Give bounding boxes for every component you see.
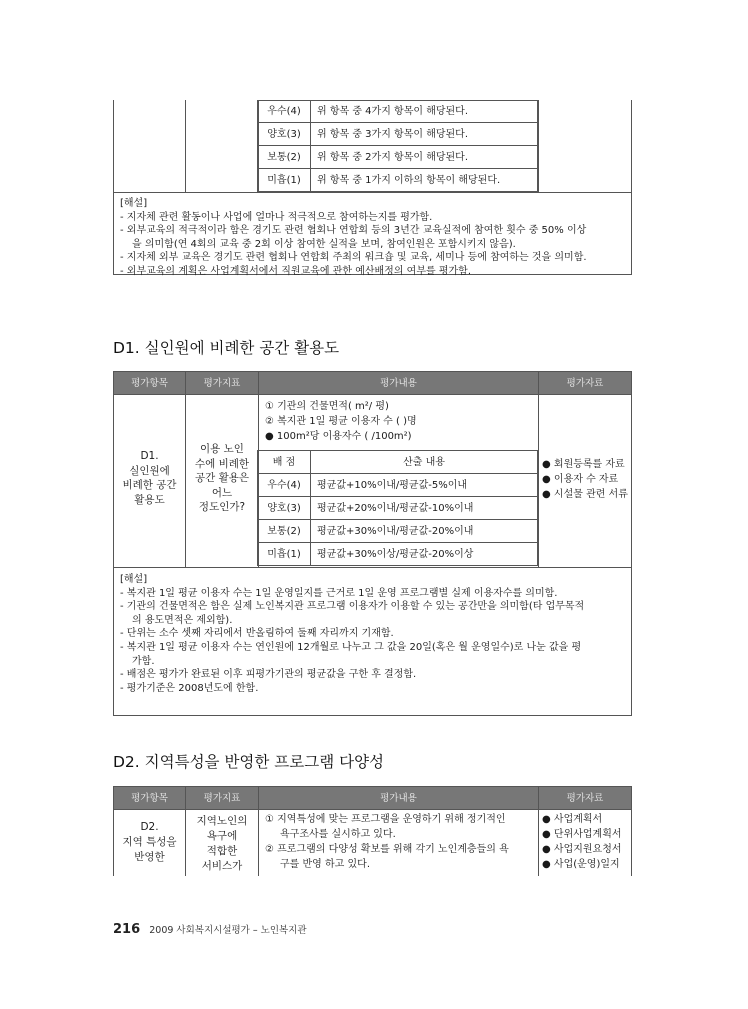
commentary-line: - 단위는 소수 셋째 자리에서 반올림하여 둘째 자리까지 기재함. <box>120 628 394 640</box>
grade-desc-cell: 위 항목 중 4가지 항목이 해당된다. <box>311 101 538 123</box>
table-row <box>258 543 538 566</box>
d1-indicator-cell <box>186 442 258 515</box>
commentary-line: - 외부교육의 계획은 사업계획서에서 직원교육에 관한 예산배정의 여부를 평가함. <box>120 265 471 277</box>
grade-desc-cell: 평균값+10%이내/평균값-5%이내 <box>311 474 538 497</box>
material-item: ● 이용자 수 자료 <box>542 474 619 485</box>
header-cell-material: 평가자료 <box>539 372 632 395</box>
d1-header-row <box>113 371 632 395</box>
d1-content-lines <box>265 399 417 444</box>
header-cell-indicator: 평가지표 <box>186 372 259 395</box>
commentary-line: - 지자체 외부 교육은 경기도 관련 협회나 연합회 주최의 워크숍 및 교육, 세미나 등에 참여하는 것을 의미함. <box>120 252 587 264</box>
item-code: D1. <box>140 450 159 462</box>
commentary-heading: [해설] <box>120 198 148 209</box>
indicator-line: 어느 <box>211 486 233 499</box>
content-line: ① 지역특성에 맞는 프로그램을 운영하기 위해 정기적인 <box>265 814 506 825</box>
section-title-d2: D2. 지역특성을 반영한 프로그램 다양성 <box>113 753 385 771</box>
header-cell-indicator: 평가지표 <box>186 787 259 810</box>
grade-desc-cell: 평균값+30%이상/평균값-20%이상 <box>311 543 538 566</box>
d1-commentary-box <box>113 567 632 716</box>
d2-header-row <box>113 786 632 810</box>
content-line: ● 100m²당 이용자수 ( /100m²) <box>265 431 412 442</box>
top-commentary-box <box>113 192 632 275</box>
material-item: ● 사업(운영)일지 <box>542 859 620 870</box>
top-col-divider-3 <box>538 100 539 192</box>
item-name-line: 활용도 <box>134 493 165 506</box>
commentary-line: - 평가기준은 2008년도에 한함. <box>120 682 259 694</box>
material-item: ● 사업지원요청서 <box>542 844 622 855</box>
indicator-line: 적합한 <box>206 845 238 857</box>
content-line: ① 기관의 건물면적( m²/ 평) <box>265 401 389 412</box>
table-row <box>258 146 538 169</box>
footer-text: 2009 사회복지시설평가 – 노인복지관 <box>149 925 307 936</box>
commentary-line: 을 의미함(연 4회의 교육 중 2회 이상 참여한 실적을 보며, 참여인원은 포함시키지 않음). <box>132 238 516 250</box>
commentary-line: 의 용도면적은 제외함). <box>132 614 233 626</box>
grade-cell: 미흡(1) <box>258 543 311 566</box>
d2-content-lines <box>265 812 509 872</box>
indicator-line: 수에 비례한 <box>194 457 250 470</box>
header-cell-material: 평가자료 <box>539 787 632 810</box>
commentary-line: - 복지관 1일 평균 이용자 수는 연인원에 12개월로 나누고 그 값을 20일(혹은 월 운영일수)로 나눈 값을 평 <box>120 641 582 653</box>
commentary-line: - 배점은 평가가 완료된 이후 피평가기관의 평균값을 구한 후 결정함. <box>120 669 417 681</box>
indicator-line: 정도인가? <box>198 501 246 513</box>
grade-cell: 보통(2) <box>258 146 311 169</box>
indicator-line: 지역노인의 <box>196 815 248 827</box>
header-cell-item: 평가항목 <box>114 787 186 810</box>
table-row <box>258 474 538 497</box>
grade-desc-cell: 위 항목 중 1가지 이하의 항목이 해당된다. <box>311 169 538 192</box>
d1-materials-cell <box>542 457 628 502</box>
indicator-line: 공간 활용은 <box>194 472 250 484</box>
header-cell-item: 평가항목 <box>114 372 186 395</box>
commentary-line: - 기관의 건물면적은 함은 실제 노인복지관 프로그램 이용자가 이용할 수 있는 공간만을 의미함(타 업무목적 <box>120 601 585 613</box>
material-item: ● 회원등록를 자료 <box>542 459 625 470</box>
item-code: D2. <box>140 821 159 833</box>
d2-col-divider-3 <box>538 808 539 876</box>
d1-item-cell <box>114 449 185 507</box>
material-item: ● 단위사업계획서 <box>542 829 622 840</box>
material-item: ● 사업계획서 <box>542 814 603 825</box>
grade-cell: 우수(4) <box>258 101 311 123</box>
item-name-line: 실인원에 <box>129 464 170 477</box>
item-name-line: 반영한 <box>134 851 165 863</box>
table-row <box>258 101 538 123</box>
header-cell-content: 평가내용 <box>259 372 539 395</box>
d2-item-cell <box>114 820 185 865</box>
content-line: ② 복지관 1일 평균 이용자 수 ( )명 <box>265 416 417 427</box>
d1-col-divider-3 <box>538 393 539 567</box>
indicator-line: 욕구에 <box>206 830 238 842</box>
top-col-divider-1 <box>185 100 186 192</box>
section-title-d1: D1. 실인원에 비례한 공간 활용도 <box>113 339 340 357</box>
table-row <box>258 497 538 520</box>
commentary-line: - 외부교육의 적극적이라 함은 경기도 관련 협회나 연합회 등의 3년간 교육실적에 참여한 횟수 중 50% 이상 <box>120 225 587 237</box>
d2-body-frame <box>113 808 632 876</box>
header-cell-content: 평가내용 <box>259 787 539 810</box>
grade-cell: 보통(2) <box>258 520 311 543</box>
score-header-cell: 산출 내용 <box>311 451 538 474</box>
grade-cell: 미흡(1) <box>258 169 311 192</box>
commentary-line: - 지자체 관련 활동이나 사업에 얼마나 적극적으로 참여하는지를 평가함. <box>120 211 433 223</box>
score-header-cell: 배 점 <box>258 451 311 474</box>
grade-cell: 양호(3) <box>258 497 311 520</box>
commentary-line: 가함. <box>132 655 155 667</box>
grade-desc-cell: 평균값+20%이내/평균값-10%이내 <box>311 497 538 520</box>
commentary-heading: [해설] <box>120 574 148 585</box>
table-row <box>258 169 538 192</box>
grade-cell: 양호(3) <box>258 123 311 146</box>
commentary-line: - 복지관 1일 평균 이용자 수는 1일 운영일지를 근거로 1일 운영 프로그램별 실제 이용자수를 의미함. <box>120 587 558 599</box>
content-line: 욕구조사를 실시하고 있다. <box>280 829 396 840</box>
d2-materials-cell <box>542 812 622 872</box>
item-name-line: 비례한 공간 <box>122 479 177 491</box>
grade-desc-cell: 위 항목 중 2가지 항목이 해당된다. <box>311 146 538 169</box>
indicator-line: 서비스가 <box>201 860 243 872</box>
grade-cell: 우수(4) <box>258 474 311 497</box>
page-number: 216 <box>113 922 141 937</box>
footer <box>113 918 307 937</box>
d1-score-table <box>257 450 538 566</box>
d2-col-divider-2 <box>258 808 259 876</box>
content-line: ② 프로그램의 다양성 확보를 위해 각기 노인계층들의 욕 <box>265 844 509 855</box>
table-row <box>258 123 538 146</box>
material-item: ● 시설물 관련 서류 <box>542 489 628 500</box>
table-row <box>258 451 538 474</box>
indicator-line: 이용 노인 <box>200 443 244 455</box>
content-line: 구를 반영 하고 있다. <box>280 859 370 870</box>
grade-desc-cell: 위 항목 중 3가지 항목이 해당된다. <box>311 123 538 146</box>
d2-indicator-cell <box>186 814 258 874</box>
top-grade-table <box>257 100 538 192</box>
item-name-line: 지역 특성을 <box>122 836 177 848</box>
table-row <box>258 520 538 543</box>
grade-desc-cell: 평균값+30%이내/평균값-20%이내 <box>311 520 538 543</box>
